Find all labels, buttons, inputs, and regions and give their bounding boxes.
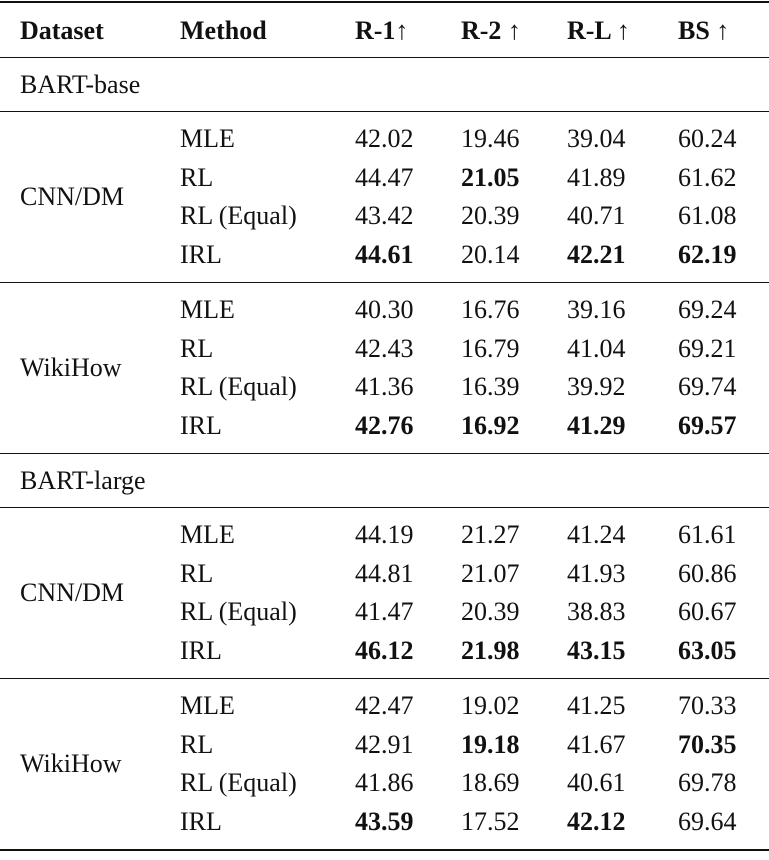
table-row — [0, 159, 769, 198]
score-cell: 21.05 — [461, 162, 520, 192]
score-cell: 42.12 — [567, 806, 626, 836]
score-cell: 20.39 — [461, 597, 520, 626]
table-row — [0, 764, 769, 803]
score-cell: 69.74 — [678, 372, 737, 401]
score-cell: 70.33 — [678, 691, 737, 720]
section-row — [0, 58, 769, 112]
score-cell: 41.89 — [567, 162, 626, 192]
method-cell: IRL — [180, 635, 222, 665]
table-row — [0, 803, 769, 842]
results-table — [0, 1, 769, 851]
score-cell: 20.39 — [461, 201, 520, 230]
method-cell: MLE — [180, 691, 235, 720]
score-cell: 21.07 — [461, 558, 520, 588]
column-header: R-1↑ — [355, 16, 409, 45]
method-cell: RL — [180, 729, 214, 759]
score-cell: 40.30 — [355, 295, 414, 324]
score-cell: 41.67 — [567, 729, 626, 759]
column-header: R-2 ↑ — [461, 16, 521, 45]
score-cell: 42.76 — [355, 410, 414, 440]
table-row — [0, 197, 769, 236]
section-label: BART-large — [20, 466, 146, 495]
score-cell: 16.39 — [461, 372, 520, 401]
method-cell: MLE — [180, 124, 235, 153]
method-cell: IRL — [180, 410, 222, 440]
table-row — [0, 291, 769, 330]
score-cell: 69.64 — [678, 806, 737, 836]
score-cell: 42.21 — [567, 239, 626, 269]
table-row — [0, 236, 769, 275]
dataset-group — [0, 112, 769, 283]
score-cell: 42.91 — [355, 729, 414, 759]
score-cell: 42.47 — [355, 691, 414, 720]
method-cell: MLE — [180, 295, 235, 324]
score-cell: 61.62 — [678, 162, 737, 192]
score-cell: 43.59 — [355, 806, 414, 836]
method-cell: MLE — [180, 520, 235, 549]
dataset-group — [0, 283, 769, 454]
score-cell: 19.02 — [461, 691, 520, 720]
score-cell: 39.04 — [567, 124, 626, 153]
section-row — [0, 454, 769, 508]
table-row — [0, 368, 769, 407]
score-cell: 40.61 — [567, 768, 626, 797]
score-cell: 44.19 — [355, 520, 414, 549]
method-cell: RL — [180, 162, 214, 192]
score-cell: 43.42 — [355, 201, 414, 230]
score-cell: 39.92 — [567, 372, 626, 401]
dataset-label: CNN/DM — [20, 182, 125, 211]
score-cell: 19.46 — [461, 124, 520, 153]
dataset-label: CNN/DM — [20, 578, 125, 607]
table-row — [0, 726, 769, 765]
table-row — [0, 593, 769, 632]
method-cell: RL (Equal) — [180, 201, 297, 230]
dataset-group — [0, 508, 769, 679]
score-cell: 41.04 — [567, 333, 626, 363]
score-cell: 60.86 — [678, 558, 737, 588]
score-cell: 42.02 — [355, 124, 414, 153]
score-cell: 61.61 — [678, 520, 737, 549]
score-cell: 21.98 — [461, 635, 520, 665]
table-row — [0, 687, 769, 726]
score-cell: 19.18 — [461, 729, 520, 759]
table-row — [0, 120, 769, 159]
method-cell: RL (Equal) — [180, 768, 297, 797]
score-cell: 46.12 — [355, 635, 414, 665]
dataset-label: WikiHow — [20, 353, 122, 382]
score-cell: 60.24 — [678, 124, 737, 153]
table-row — [0, 516, 769, 555]
method-cell: RL — [180, 558, 214, 588]
dataset-group — [0, 679, 769, 849]
column-header: R-L ↑ — [567, 16, 630, 45]
table-row — [0, 632, 769, 671]
method-cell: IRL — [180, 806, 222, 836]
score-cell: 18.69 — [461, 768, 520, 797]
score-cell: 61.08 — [678, 201, 737, 230]
dataset-label: WikiHow — [20, 749, 122, 778]
method-cell: RL — [180, 333, 214, 363]
score-cell: 40.71 — [567, 201, 626, 230]
score-cell: 16.79 — [461, 333, 520, 363]
score-cell: 69.57 — [678, 410, 737, 440]
method-cell: RL (Equal) — [180, 597, 297, 626]
score-cell: 41.47 — [355, 597, 414, 626]
score-cell: 60.67 — [678, 597, 737, 626]
column-header: Dataset — [20, 16, 104, 45]
section-label: BART-base — [20, 70, 141, 99]
score-cell: 44.47 — [355, 162, 414, 192]
score-cell: 39.16 — [567, 295, 626, 324]
table-row — [0, 330, 769, 369]
score-cell: 42.43 — [355, 333, 414, 363]
table-row — [0, 407, 769, 446]
method-cell: RL (Equal) — [180, 372, 297, 401]
score-cell: 41.24 — [567, 520, 626, 549]
score-cell: 44.61 — [355, 239, 414, 269]
score-cell: 41.25 — [567, 691, 626, 720]
method-cell: IRL — [180, 239, 222, 269]
score-cell: 17.52 — [461, 806, 520, 836]
score-cell: 38.83 — [567, 597, 626, 626]
score-cell: 70.35 — [678, 729, 737, 759]
score-cell: 21.27 — [461, 520, 520, 549]
score-cell: 41.36 — [355, 372, 414, 401]
score-cell: 63.05 — [678, 635, 737, 665]
table-row — [0, 555, 769, 594]
score-cell: 62.19 — [678, 239, 737, 269]
score-cell: 16.92 — [461, 410, 520, 440]
table-header-row — [0, 3, 769, 58]
score-cell: 16.76 — [461, 295, 520, 324]
score-cell: 20.14 — [461, 239, 520, 269]
column-header: BS ↑ — [678, 16, 730, 45]
score-cell: 44.81 — [355, 558, 414, 588]
score-cell: 43.15 — [567, 635, 626, 665]
score-cell: 69.21 — [678, 333, 737, 363]
column-header: Method — [180, 16, 267, 45]
score-cell: 69.78 — [678, 768, 737, 797]
score-cell: 41.93 — [567, 558, 626, 588]
score-cell: 41.86 — [355, 768, 414, 797]
score-cell: 69.24 — [678, 295, 737, 324]
score-cell: 41.29 — [567, 410, 626, 440]
